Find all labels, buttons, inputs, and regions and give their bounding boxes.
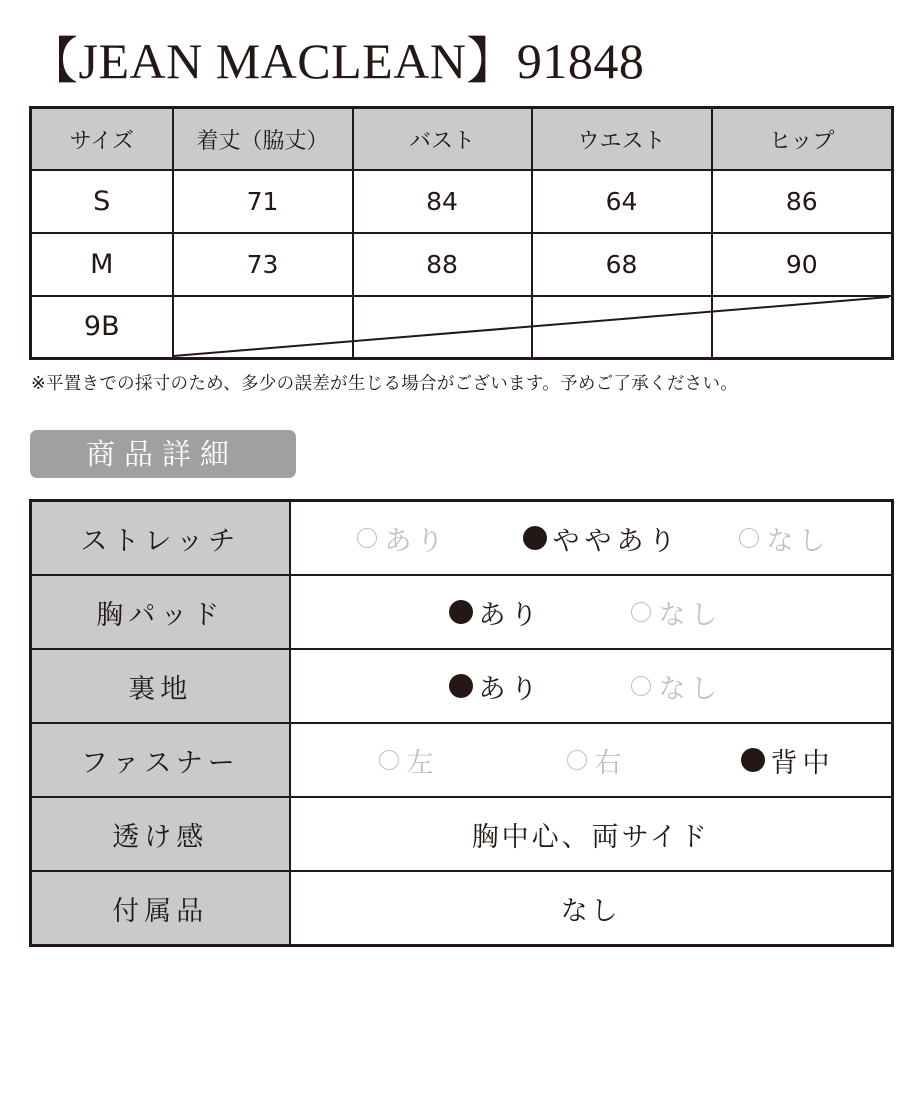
- waist-value: [532, 296, 712, 359]
- pad-label: 胸パッド: [31, 575, 290, 649]
- bust-value: 84: [353, 170, 532, 233]
- accessories-value: なし: [290, 871, 893, 946]
- detail-row-fastener: [31, 723, 893, 797]
- header-size: サイズ: [31, 108, 173, 171]
- empty-circle-icon: [357, 528, 377, 548]
- filled-circle-icon: [449, 674, 473, 698]
- fastener-label: ファスナー: [31, 723, 290, 797]
- size-label: S: [31, 170, 173, 233]
- waist-value: 68: [532, 233, 712, 296]
- empty-circle-icon: [379, 750, 399, 770]
- fastener-option-back: 背中: [741, 724, 835, 796]
- accessories-label: 付属品: [31, 871, 290, 946]
- pad-options: [290, 575, 893, 649]
- lining-option-ari: あり: [449, 650, 543, 722]
- fastener-options: [290, 723, 893, 797]
- sheer-value: 胸中心、両サイド: [290, 797, 893, 871]
- measurement-note: ※平置きでの採寸のため、多少の誤差が生じる場合がございます。予めご了承ください。: [31, 374, 739, 394]
- stretch-options: [290, 501, 893, 576]
- stretch-label: ストレッチ: [31, 501, 290, 576]
- empty-circle-icon: [631, 602, 651, 622]
- detail-row-lining: [31, 649, 893, 723]
- length-value: [173, 296, 353, 359]
- fastener-option-right: 右: [567, 724, 627, 796]
- detail-table: [29, 499, 894, 947]
- detail-row-sheer: [31, 797, 893, 871]
- waist-value: 64: [532, 170, 712, 233]
- length-value: 73: [173, 233, 353, 296]
- pad-option-nashi: なし: [631, 576, 723, 648]
- empty-circle-icon: [631, 676, 651, 696]
- size-table-header-row: [31, 108, 893, 171]
- page-title: 【JEAN MACLEAN】91848: [28, 33, 645, 89]
- empty-circle-icon: [739, 528, 759, 548]
- filled-circle-icon: [523, 526, 547, 550]
- bust-value: [353, 296, 532, 359]
- hip-value: 86: [712, 170, 893, 233]
- length-value: 71: [173, 170, 353, 233]
- hip-value: [712, 296, 893, 359]
- header-length: 着丈（脇丈）: [173, 108, 353, 171]
- empty-circle-icon: [567, 750, 587, 770]
- stretch-option-ari: あり: [357, 502, 449, 574]
- filled-circle-icon: [741, 748, 765, 772]
- lining-options: [290, 649, 893, 723]
- detail-row-pad: [31, 575, 893, 649]
- size-table: [29, 106, 894, 360]
- size-row-9b: [31, 296, 893, 359]
- stretch-option-yaya-ari: ややあり: [523, 502, 681, 574]
- pad-option-ari: あり: [449, 576, 543, 648]
- lining-label: 裏地: [31, 649, 290, 723]
- size-row-s: [31, 170, 893, 233]
- hip-value: 90: [712, 233, 893, 296]
- filled-circle-icon: [449, 600, 473, 624]
- sheer-label: 透け感: [31, 797, 290, 871]
- header-bust: バスト: [353, 108, 532, 171]
- bust-value: 88: [353, 233, 532, 296]
- stretch-option-nashi: なし: [739, 502, 831, 574]
- size-label: M: [31, 233, 173, 296]
- detail-row-stretch: [31, 501, 893, 576]
- section-title-badge: 商品詳細: [30, 430, 296, 478]
- detail-row-accessories: [31, 871, 893, 946]
- header-waist: ウエスト: [532, 108, 712, 171]
- fastener-option-left: 左: [379, 724, 439, 796]
- size-label: 9B: [31, 296, 173, 359]
- header-hip: ヒップ: [712, 108, 893, 171]
- size-row-m: [31, 233, 893, 296]
- lining-option-nashi: なし: [631, 650, 723, 722]
